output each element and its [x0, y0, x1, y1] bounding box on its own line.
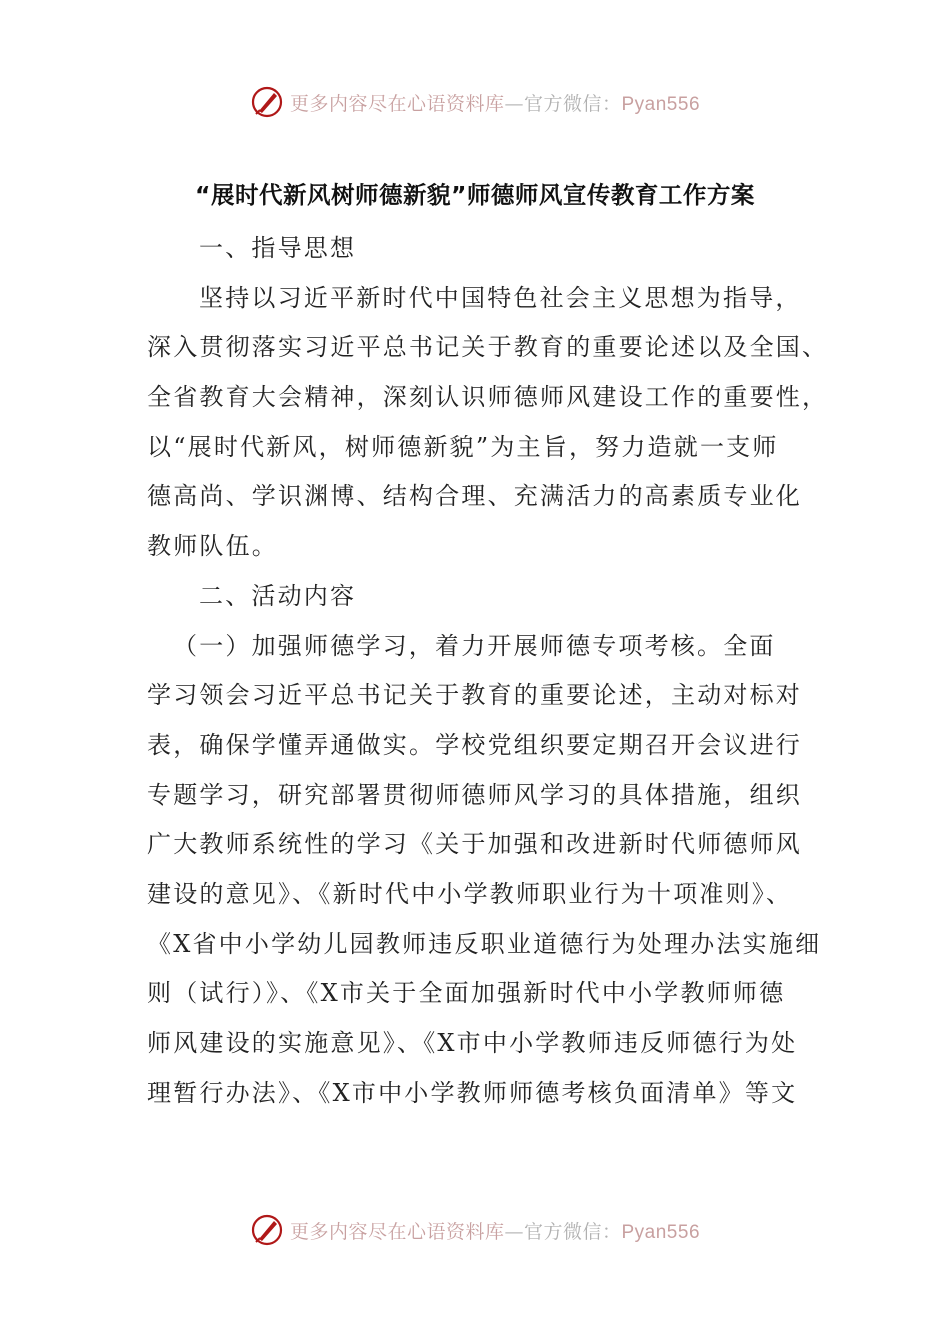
section-heading: 二、活动内容 [199, 581, 357, 610]
paragraph-line: 专题学习，研究部署贯彻师德师风学习的具体措施，组织 [147, 780, 802, 809]
paragraph-line: 《X省中小学幼儿园教师违反职业道德行为处理办法实施细 [147, 929, 822, 958]
paragraph-line: 表，确保学懂弄通做实。学校党组织要定期召开会议进行 [147, 730, 802, 759]
watermark-banner-bottom [0, 1210, 950, 1250]
watermark-text [290, 1217, 700, 1244]
watermark-banner-top [0, 82, 950, 122]
watermark-wechat-id: Pyan556 [621, 1221, 701, 1243]
watermark-wechat-id: Pyan556 [621, 93, 701, 115]
document-title: “展时代新风树师德新貌”师德师风宣传教育工作方案 [195, 181, 755, 209]
section-heading: 一、指导思想 [199, 234, 357, 262]
paragraph-line: 深入贯彻落实习近平总书记关于教育的重要论述以及全国、 [147, 333, 829, 362]
watermark-text [290, 89, 700, 116]
document-body [147, 224, 829, 1118]
paragraph-line: 理暂行办法》、《X市中小学教师师德考核负面清单》等文 [147, 1078, 798, 1107]
quill-logo-icon [250, 85, 284, 119]
paragraph-line: 广大教师系统性的学习《关于加强和改进新时代师德师风 [147, 830, 802, 859]
watermark-separator: — [504, 92, 524, 115]
paragraph-line: 建设的意见》、《新时代中小学教师职业行为十项准则》、 [147, 879, 793, 908]
paragraph-line: 全省教育大会精神，深刻认识师德师风建设工作的重要性， [147, 383, 829, 412]
paragraph-line: 教师队伍。 [147, 532, 278, 561]
watermark-site: 更多内容尽在心语资料库 [289, 1220, 505, 1243]
paragraph-line: 学习领会习近平总书记关于教育的重要论述，主动对标对 [147, 681, 802, 710]
watermark-separator: — [504, 1220, 524, 1243]
quill-logo-icon [250, 1213, 284, 1247]
watermark-label: 官方微信： [523, 92, 622, 115]
paragraph-line: 则（试行）》、《X市关于全面加强新时代中小学教师师德 [147, 979, 786, 1008]
paragraph-line: 坚持以习近平新时代中国特色社会主义思想为指导， [199, 283, 802, 312]
paragraph-line: （一）加强师德学习，着力开展师德专项考核。全面 [173, 631, 776, 660]
paragraph-line: 以“展时代新风，树师德新貌”为主旨，努力造就一支师 [147, 432, 779, 461]
paragraph-line: 德高尚、学识渊博、结构合理、充满活力的高素质专业化 [147, 482, 802, 511]
paragraph-line: 师风建设的实施意见》、《X市中小学教师违反师德行为处 [147, 1029, 798, 1057]
watermark-label: 官方微信： [523, 1220, 622, 1243]
watermark-site: 更多内容尽在心语资料库 [289, 92, 505, 115]
